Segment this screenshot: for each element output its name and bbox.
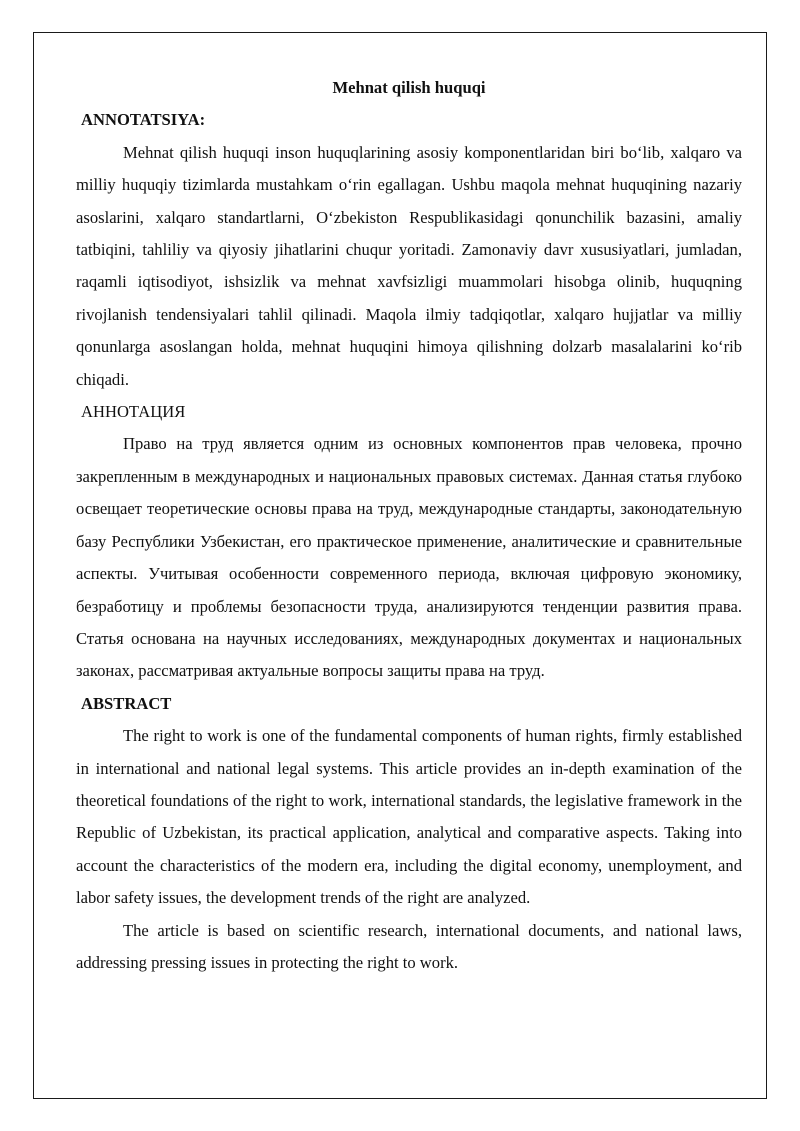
section-heading-annotaciya: АННОТАЦИЯ xyxy=(81,402,186,422)
document-body xyxy=(76,72,742,979)
annotatsiya-paragraph: Mehnat qilish huquqi inson huquqlarining asosiy komponentlaridan biri bo‘lib, xalqaro va milliy huquqiy tizimlarda mustahkam o‘rin egallagan. Ushbu maqola mehnat huquqining nazariy asoslarini, xalqaro standartlarni, O‘zbekiston Respublikasidagi qonunchilik bazasini, amaliy tatbiqini, tahliliy va qiyosiy jihatlarini chuqur yoritadi. Zamonaviy davr xususiyatlari, jumladan, raqamli iqtisodiyot, ishsizlik va mehnat xavfsizligi muammolari hisobga olinib, huquqning rivojlanish tendensiyalari tahlil qilinadi. Maqola ilmiy tadqiqotlar, xalqaro hujjatlar va milliy qonunlarga asoslangan holda, mehnat huquqini himoya qilishning dolzarb masalalarini ko‘rib chiqadi. xyxy=(76,142,742,389)
abstract-paragraph-1: The right to work is one of the fundamental components of human rights, firmly established in international and national legal systems. This article provides an in-depth examination of the theoretical foundations of the right to work, international standards, the legislative framework in the Republic of Uzbekistan, its practical application, analytical and comparative aspects. Taking into account the characteristics of the modern era, including the digital economy, unemployment, and labor safety issues, the development trends of the right are analyzed. xyxy=(76,726,742,908)
annotaciya-paragraph: Право на труд является одним из основных компонентов прав человека, прочно закрепленным в международных и национальных правовых системах. Данная статья глубоко освещает теоретические основы права на труд, международные стандарты, законодательную базу Республики Узбекистан, его практическое применение, аналитические и сравнительные аспекты. Учитывая особенности современного периода, включая цифровую экономику, безработицу и проблемы безопасности труда, анализируются тенденции развития права. Статья основана на научных исследованиях, международных документах и национальных законах, рассматривая актуальные вопросы защиты права на труд. xyxy=(76,434,742,681)
abstract-paragraph-2: The article is based on scientific research, international documents, and national laws, addressing pressing issues in protecting the right to work. xyxy=(76,920,742,972)
section-heading-abstract: ABSTRACT xyxy=(81,693,172,713)
document-title: Mehnat qilish huquqi xyxy=(332,78,486,97)
section-heading-annotatsiya: ANNOTATSIYA: xyxy=(81,110,206,130)
